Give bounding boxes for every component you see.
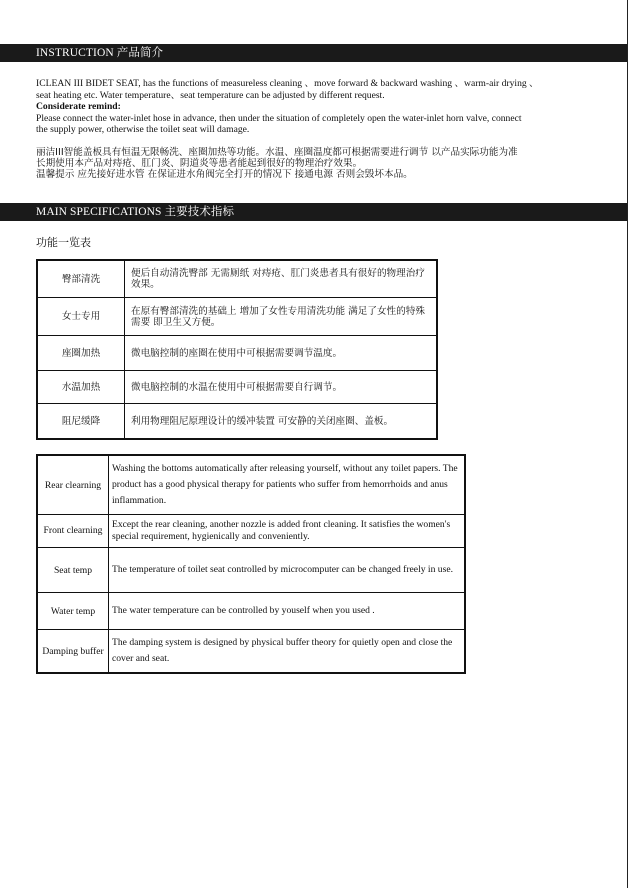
row-label: 水温加热	[37, 371, 125, 404]
table-row	[37, 404, 437, 440]
remind-line-2: the supply power, otherwise the toilet seat will damage.	[36, 124, 250, 136]
row-description: 在原有臀部清洗的基础上 增加了女性专用清洗功能 满足了女性的特殊需要 即卫生又方便。	[125, 298, 438, 336]
row-description: The damping system is designed by physical buffer theory for quietly open and close the cover and seat.	[109, 630, 466, 674]
row-label: 座圈加热	[37, 336, 125, 371]
row-label: 阻尼缓降	[37, 404, 125, 440]
table-row	[37, 298, 437, 336]
row-description: Washing the bottoms automatically after releasing yourself, without any toilet papers. The product has a good physical therapy for patients who suffer from hemorrhoids and anus inflammation.	[109, 455, 466, 515]
row-description: The temperature of toilet seat controlled by microcomputer can be changed freely in use.	[109, 548, 466, 593]
function-table-title: 功能一览表	[36, 236, 91, 249]
row-label: Damping buffer	[37, 630, 109, 674]
table-row	[37, 260, 437, 298]
specs-title: MAIN SPECIFICATIONS 主要技术指标	[36, 206, 235, 218]
specs-header	[0, 203, 627, 221]
row-description: 利用物理阻尼原理设计的缓冲装置 可安静的关闭座圈、盖板。	[125, 404, 438, 440]
cn-intro-line-2: 长期使用本产品对痔疮、肛门炎、阴道炎等患者能起到很好的物理治疗效果。	[36, 158, 363, 169]
row-description: 微电脑控制的座圈在使用中可根据需要调节温度。	[125, 336, 438, 371]
cn-intro-line-1: 丽洁III智能盖板具有恒温无限畅洗、座圈加热等功能。水温、座圈温度都可根据需要进行调节 以产品实际功能为准	[36, 147, 518, 158]
row-label: 臀部清洗	[37, 260, 125, 298]
instruction-header	[0, 44, 627, 62]
intro-chinese	[36, 147, 596, 180]
intro-line-1: ICLEAN III BIDET SEAT, has the functions of measureless cleaning 、move forward & backward washing 、warm-air drying 、	[36, 78, 539, 89]
page-edge-rule	[627, 0, 628, 888]
intro-line-2: seat heating etc. Water temperature、seat temperature can be adjusted by different request.	[36, 89, 385, 101]
row-label: Front clearning	[37, 515, 109, 548]
table-row	[37, 548, 465, 593]
table-row	[37, 336, 437, 371]
row-description: The water temperature can be controlled by youself when you used .	[109, 593, 466, 630]
table-row	[37, 515, 465, 548]
table-row	[37, 630, 465, 674]
table-row	[37, 593, 465, 630]
instruction-title: INSTRUCTION 产品简介	[36, 47, 164, 59]
intro-english	[36, 78, 596, 136]
cn-intro-line-3: 温馨提示 应先接好进水管 在保证进水角阀完全打开的情况下 接通电源 否则会毁坏本品。	[36, 169, 413, 180]
table-row	[37, 371, 437, 404]
function-table-english	[36, 454, 466, 674]
row-label: Rear clearning	[37, 455, 109, 515]
table-row	[37, 455, 465, 515]
row-label: Water temp	[37, 593, 109, 630]
row-label: Seat temp	[37, 548, 109, 593]
row-description: Except the rear cleaning, another nozzle is added front cleaning. It satisfies the women's special requirement, hygienically and conveniently.	[109, 515, 466, 548]
row-label: 女士专用	[37, 298, 125, 336]
row-description: 微电脑控制的水温在使用中可根据需要自行调节。	[125, 371, 438, 404]
remind-label: Considerate remind:	[36, 101, 121, 113]
row-description: 便后自动清洗臀部 无需厕纸 对痔疮、肛门炎患者具有很好的物理治疗效果。	[125, 260, 438, 298]
remind-line-1: Please connect the water-inlet hose in advance, then under the situation of completely open the water-inlet horn valve, connect	[36, 112, 522, 124]
function-table-chinese	[36, 259, 438, 440]
